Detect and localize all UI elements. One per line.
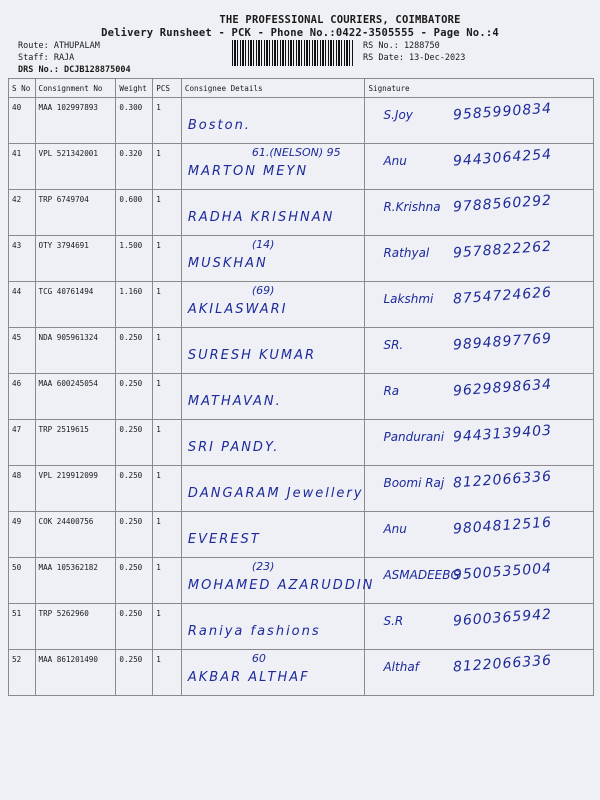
signature-mark: Boomi Raj (383, 476, 445, 490)
row-sno: 51 (9, 604, 36, 650)
rs-number: RS No.: 1288750 (363, 41, 440, 51)
row-weight: 0.250 (116, 512, 153, 558)
row-consignment-no: TCG 40761494 (35, 282, 116, 328)
consignee-name: MARTON MEYN (187, 164, 309, 179)
row-consignment-no: NDA 905961324 (35, 328, 116, 374)
row-weight: 0.250 (116, 420, 153, 466)
signature-mark: ASMADEEBG (383, 568, 460, 582)
row-signature (365, 650, 594, 696)
row-signature (365, 604, 594, 650)
row-weight: 0.250 (116, 466, 153, 512)
signature-mark: S.R (383, 614, 404, 628)
consignee-note: 61.(NELSON) 95 (251, 146, 341, 159)
consignee-name: AKBAR ALTHAF (187, 670, 310, 685)
row-signature (365, 144, 594, 190)
consignee-note: (69) (251, 284, 275, 297)
row-consignee-details (181, 236, 365, 282)
table-row (9, 282, 594, 328)
row-consignee-details (181, 98, 365, 144)
consignee-note: (23) (251, 560, 275, 573)
table-row (9, 328, 594, 374)
row-signature (365, 558, 594, 604)
row-consignee-details (181, 190, 365, 236)
table-row (9, 466, 594, 512)
row-sno: 47 (9, 420, 36, 466)
table-row (9, 190, 594, 236)
staff-label: Staff: RAJA (18, 53, 75, 63)
row-signature (365, 512, 594, 558)
table-row (9, 236, 594, 282)
row-sno: 49 (9, 512, 36, 558)
signature-mark: Anu (383, 522, 407, 536)
row-signature (365, 466, 594, 512)
row-signature (365, 98, 594, 144)
consignment-table (8, 78, 594, 696)
table-row (9, 650, 594, 696)
row-consignee-details (181, 466, 365, 512)
row-consignment-no: TRP 6749704 (35, 190, 116, 236)
phone-number: 9894897769 (453, 330, 553, 354)
drs-number: DRS No.: DCJB128875004 (18, 65, 131, 75)
signature-mark: Ra (383, 384, 400, 398)
row-consignment-no: COK 24400756 (35, 512, 116, 558)
row-consignee-details (181, 604, 365, 650)
row-consignee-details (181, 374, 365, 420)
signature-mark: Althaf (383, 660, 419, 674)
phone-number: 9578822262 (453, 238, 553, 262)
phone-number: 8754724626 (453, 284, 553, 308)
row-sno: 50 (9, 558, 36, 604)
row-sno: 45 (9, 328, 36, 374)
row-pcs: 1 (153, 328, 182, 374)
consignee-name: EVEREST (187, 532, 261, 547)
row-pcs: 1 (153, 420, 182, 466)
row-consignee-details (181, 512, 365, 558)
phone-number: 9600365942 (453, 606, 553, 630)
row-sno: 44 (9, 282, 36, 328)
row-sno: 52 (9, 650, 36, 696)
signature-mark: SR. (383, 338, 404, 352)
signature-mark: Lakshmi (383, 292, 434, 306)
row-signature (365, 282, 594, 328)
row-signature (365, 236, 594, 282)
table-row (9, 420, 594, 466)
row-pcs: 1 (153, 98, 182, 144)
row-signature (365, 190, 594, 236)
phone-number: 8122066336 (453, 652, 553, 676)
consignee-name: MATHAVAN. (187, 394, 282, 409)
row-pcs: 1 (153, 604, 182, 650)
row-consignment-no: TRP 2519615 (35, 420, 116, 466)
route-label: Route: ATHUPALAM (18, 41, 100, 51)
row-consignment-no: VPL 521342001 (35, 144, 116, 190)
consignee-name: MUSKHAN (187, 256, 268, 271)
signature-mark: S.Joy (383, 108, 413, 122)
col-consignee: Consignee Details (181, 79, 365, 98)
row-sno: 43 (9, 236, 36, 282)
signature-mark: Pandurani (383, 430, 445, 444)
col-sno: S No (9, 79, 36, 98)
consignee-name: RADHA KRISHNAN (187, 210, 335, 225)
row-sno: 41 (9, 144, 36, 190)
row-weight: 0.250 (116, 374, 153, 420)
phone-number: 9804812516 (453, 514, 553, 538)
signature-mark: R.Krishna (383, 200, 441, 214)
row-consignee-details (181, 558, 375, 604)
row-weight: 0.250 (116, 604, 153, 650)
row-pcs: 1 (153, 374, 182, 420)
row-sno: 48 (9, 466, 36, 512)
row-weight: 0.250 (116, 650, 153, 696)
table-row (9, 374, 594, 420)
row-sno: 46 (9, 374, 36, 420)
phone-number: 9500535004 (453, 560, 553, 584)
row-sno: 40 (9, 98, 36, 144)
row-pcs: 1 (153, 190, 182, 236)
col-consignment: Consignment No (35, 79, 116, 98)
row-weight: 0.250 (116, 328, 153, 374)
row-pcs: 1 (153, 236, 182, 282)
row-sno: 42 (9, 190, 36, 236)
row-consignment-no: TRP 5262960 (35, 604, 116, 650)
phone-number: 9788560292 (453, 192, 553, 216)
table-row (9, 512, 594, 558)
row-consignment-no: MAA 600245054 (35, 374, 116, 420)
row-signature (365, 374, 594, 420)
row-consignee-details (181, 328, 365, 374)
row-weight: 0.300 (116, 98, 153, 144)
consignee-name: SURESH KUMAR (187, 348, 317, 363)
phone-number: 8122066336 (453, 468, 553, 492)
phone-number: 9443064254 (453, 146, 553, 170)
row-weight: 0.320 (116, 144, 153, 190)
runsheet-subtitle: Delivery Runsheet - PCK - Phone No.:0422-3505555 - Page No.:4 (101, 27, 499, 39)
consignee-note: 60 (251, 652, 266, 665)
phone-number: 9443139403 (453, 422, 553, 446)
row-signature (365, 328, 594, 374)
rs-date: RS Date: 13-Dec-2023 (363, 53, 466, 63)
row-pcs: 1 (153, 558, 182, 604)
consignee-name: AKILASWARI (187, 302, 288, 317)
row-consignment-no: MAA 105362182 (35, 558, 116, 604)
company-title: THE PROFESSIONAL COURIERS, COIMBATORE (219, 14, 461, 26)
row-consignment-no: MAA 102997893 (35, 98, 116, 144)
signature-mark: Rathyal (383, 246, 430, 260)
signature-mark: Anu (383, 154, 407, 168)
row-weight: 0.600 (116, 190, 153, 236)
row-pcs: 1 (153, 650, 182, 696)
phone-number: 9585990834 (453, 100, 553, 124)
row-pcs: 1 (153, 466, 182, 512)
consignee-name: MOHAMED AZARUDDIN (187, 578, 375, 593)
row-consignment-no: VPL 219912099 (35, 466, 116, 512)
col-weight: Weight (116, 79, 153, 98)
row-consignee-details (181, 420, 365, 466)
row-weight: 1.500 (116, 236, 153, 282)
consignee-name: DANGARAM Jewellery (187, 486, 364, 501)
row-weight: 1.160 (116, 282, 153, 328)
row-consignee-details (181, 650, 365, 696)
row-weight: 0.250 (116, 558, 153, 604)
consignee-note: (14) (251, 238, 275, 251)
table-row (9, 144, 594, 190)
col-signature: Signature (365, 79, 594, 98)
row-pcs: 1 (153, 144, 182, 190)
row-consignment-no: MAA 861201490 (35, 650, 116, 696)
table-row (9, 604, 594, 650)
consignee-name: Boston. (187, 118, 251, 133)
row-consignee-details (181, 144, 365, 190)
row-pcs: 1 (153, 512, 182, 558)
row-signature (365, 420, 594, 466)
table-row (9, 558, 594, 604)
row-consignment-no: OTY 3794691 (35, 236, 116, 282)
table-row (9, 98, 594, 144)
row-pcs: 1 (153, 282, 182, 328)
col-pcs: PCS (153, 79, 182, 98)
row-consignee-details (181, 282, 365, 328)
phone-number: 9629898634 (453, 376, 553, 400)
barcode-image (232, 40, 354, 66)
consignee-name: Raniya fashions (187, 624, 321, 639)
consignee-name: SRI PANDY. (187, 440, 280, 455)
table-header-row (9, 79, 594, 98)
